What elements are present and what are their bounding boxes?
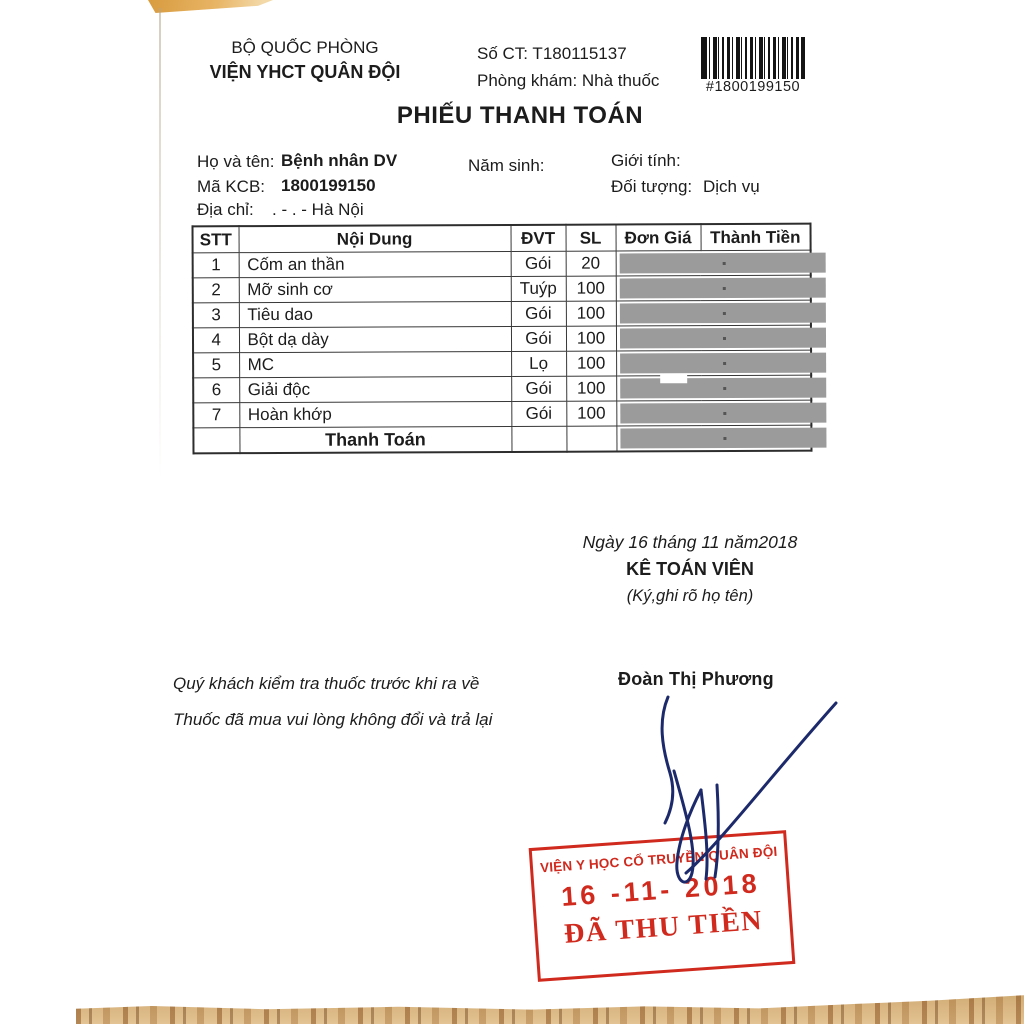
total-row [193, 425, 811, 453]
issuer-ministry: BỘ QUỐC PHÒNG [231, 38, 379, 57]
item-qty: 100 [566, 326, 616, 351]
gender-label: Giới tính: [611, 151, 681, 170]
barcode-number: #1800199150 [701, 79, 805, 95]
stamp-institution: VIỆN Y HỌC CỔ TRUYỀN QUÂN ĐỘI [539, 843, 778, 876]
item-name: Cốm an thần [239, 251, 511, 277]
table-header-row [193, 224, 811, 253]
item-qty: 100 [566, 401, 616, 426]
total-label: Thanh Toán [239, 426, 511, 453]
item-stt: 6 [193, 378, 239, 403]
col-header-dongia: Đơn Giá [616, 224, 701, 251]
item-qty: 20 [566, 251, 616, 276]
issuer-hospital: VIỆN YHCT QUÂN ĐỘI [209, 62, 401, 82]
barcode-bars [701, 37, 805, 83]
page-title: PHIẾU THANH TOÁN [396, 102, 644, 129]
col-header-stt: STT [193, 226, 239, 253]
signature-block [552, 529, 828, 610]
barcode [701, 37, 805, 95]
redacted-amounts [616, 325, 811, 351]
total-empty-stt [193, 428, 239, 454]
col-header-thanhtien: Thành Tiền [701, 224, 811, 251]
date-line: Ngày 16 tháng 11 năm2018 [582, 532, 798, 552]
redacted-amounts [616, 375, 811, 401]
patient-code-label: Mã KCB: [197, 177, 266, 196]
item-stt: 4 [193, 328, 239, 353]
redacted-amounts [616, 250, 811, 276]
item-qty: 100 [566, 376, 616, 401]
patient-name-label: Họ và tên: [197, 152, 275, 171]
redacted-total-amount [616, 425, 811, 451]
paper-crease [159, 8, 161, 478]
stamp-date: 16 -11- 2018 [560, 868, 762, 912]
stamp-paid-text: ĐÃ THU TIỀN [563, 905, 764, 950]
col-header-dvt: ĐVT [511, 225, 566, 252]
note-line-1: Quý khách kiểm tra thuốc trước khi ra về [173, 674, 480, 693]
item-qty: 100 [566, 301, 616, 326]
address-value: . - . - Hà Nội [272, 200, 364, 219]
object-value: Dịch vụ [703, 177, 760, 196]
clinic-name: Phòng khám: Nhà thuốc [477, 71, 660, 90]
col-header-sl: SL [566, 225, 616, 252]
scan-edge-top-wedge [148, 0, 273, 13]
item-unit: Gói [511, 401, 566, 426]
patient-code: 1800199150 [281, 176, 376, 195]
object-label: Đối tượng: [611, 177, 693, 196]
total-empty-sl [566, 426, 616, 452]
item-name: MC [239, 351, 511, 377]
handwritten-signature [612, 693, 842, 888]
item-stt: 7 [193, 403, 239, 428]
table-row [193, 250, 811, 278]
item-unit: Lọ [511, 351, 566, 376]
doc-number: Số CT: T180115137 [477, 44, 627, 63]
item-stt: 3 [193, 303, 239, 328]
item-unit: Tuýp [511, 276, 566, 301]
document-info [477, 40, 707, 94]
redacted-amounts [616, 300, 811, 326]
item-unit: Gói [511, 376, 566, 401]
item-stt: 1 [193, 253, 239, 278]
item-qty: 100 [566, 351, 616, 376]
items-table [192, 223, 813, 455]
accountant-name: Đoàn Thị Phương [618, 669, 774, 689]
item-stt: 5 [193, 353, 239, 378]
item-name: Tiêu dao [239, 301, 511, 327]
table-row [193, 300, 811, 328]
patient-name: Bệnh nhân DV [281, 151, 398, 170]
table-row [193, 275, 811, 303]
redacted-amounts [616, 400, 811, 426]
note-line-2: Thuốc đã mua vui lòng không đổi và trả lại [173, 710, 493, 729]
item-name: Hoàn khớp [239, 401, 511, 427]
table-surface-strip [76, 984, 1024, 1024]
item-unit: Gói [511, 301, 566, 326]
accountant-title: KÊ TOÁN VIÊN [626, 559, 754, 579]
item-stt: 2 [193, 278, 239, 303]
customer-notes [173, 666, 492, 738]
redacted-amounts [616, 350, 811, 376]
address-label: Địa chỉ: [197, 200, 254, 219]
item-qty: 100 [566, 276, 616, 301]
table-row [193, 375, 811, 403]
table-row [193, 400, 811, 428]
item-unit: Gói [511, 251, 566, 276]
sign-instruction: (Ký,ghi rõ họ tên) [626, 587, 754, 605]
redaction-gap [660, 374, 687, 383]
table-row [193, 350, 811, 378]
item-name: Mỡ sinh cơ [239, 276, 511, 302]
table-row [193, 325, 811, 353]
total-empty-dvt [511, 426, 566, 452]
issuer-block [193, 36, 417, 84]
item-unit: Gói [511, 326, 566, 351]
col-header-noidung: Nội Dung [239, 225, 511, 253]
redacted-amounts [616, 275, 811, 301]
item-name: Bột dạ dày [239, 326, 511, 352]
item-name: Giải độc [239, 376, 511, 402]
birth-year-label: Năm sinh: [468, 156, 545, 175]
